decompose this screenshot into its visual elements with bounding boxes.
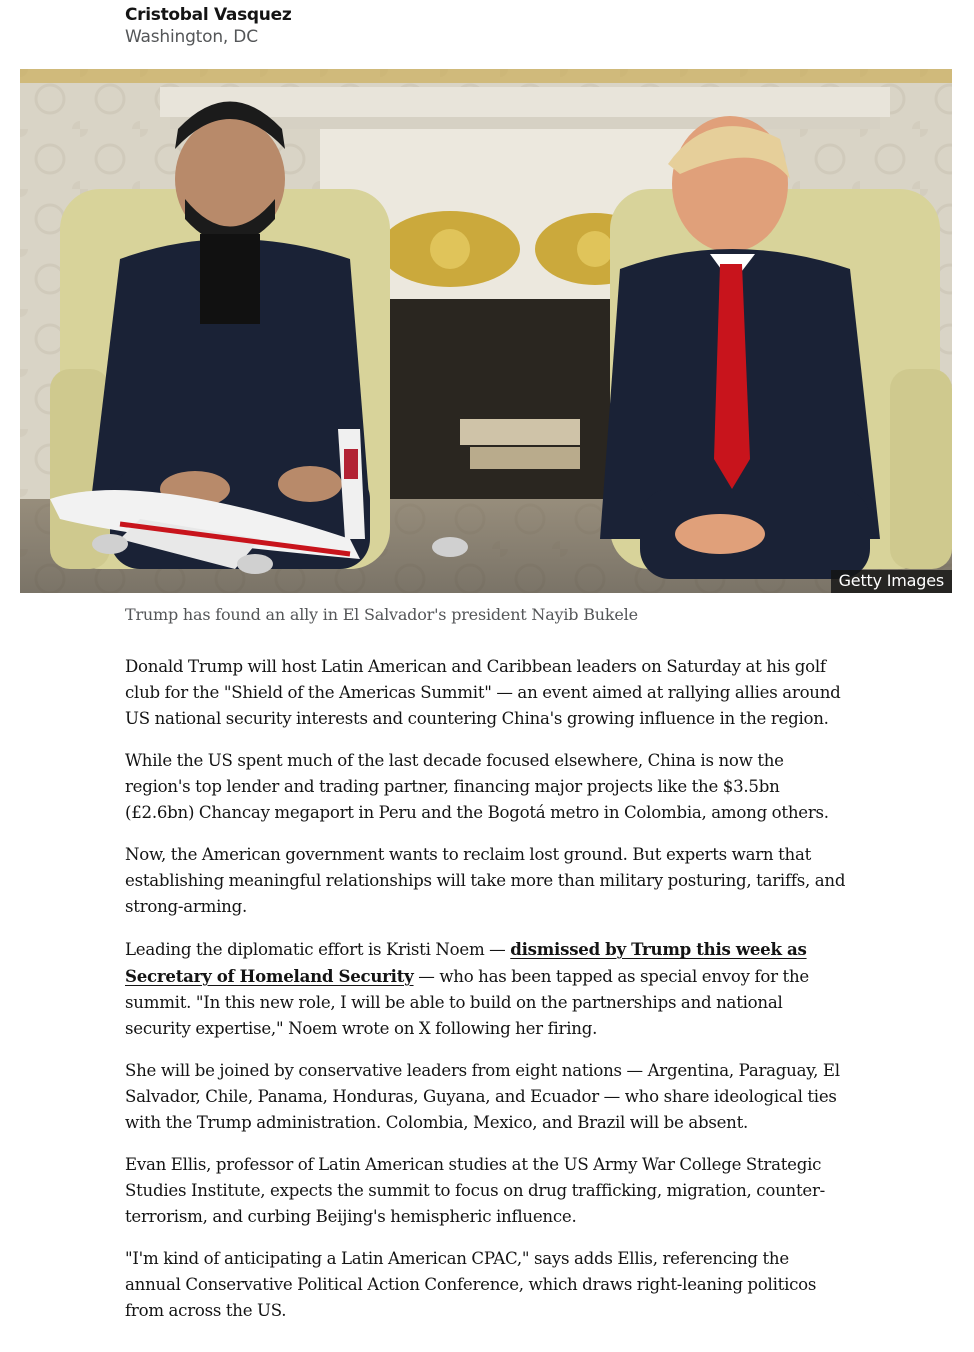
photo-illustration <box>20 69 952 593</box>
paragraph-1: Donald Trump will host Latin American and Caribbean leaders on Saturday at his golf club for the "Shield of the Americas Summit" — an event aimed at rallying allies around US national security interests and countering China's growing influence in the region. <box>125 657 841 728</box>
paragraph-4-lead: Leading the diplomatic effort is Kristi Noem — <box>125 940 511 959</box>
author-location: Washington, DC <box>125 27 258 47</box>
paragraph-5: She will be joined by conservative leaders from eight nations — Argentina, Paraguay, El Salvador, Chile, Panama, Honduras, Guyana, and Ecuador — who share ideological ties with the Trump administration. Colombia, Mexico, and Brazil will be absent. <box>125 1061 840 1132</box>
image-credit: Getty Images <box>831 570 952 593</box>
image-caption: Trump has found an ally in El Salvador's president Nayib Bukele <box>125 605 638 624</box>
paragraph-7: "I'm kind of anticipating a Latin American CPAC," says adds Ellis, referencing the annual Conservative Political Action Conference, which draws right-leaning politicos from across the US. <box>125 1249 817 1320</box>
paragraph-3: Now, the American government wants to reclaim lost ground. But experts warn that establishing meaningful relationships will take more than military posturing, tariffs, and strong-arming. <box>125 845 846 916</box>
paragraph-6: Evan Ellis, professor of Latin American studies at the US Army War College Strategic Studies Institute, expects the summit to focus on drug trafficking, migration, counter-terrorism, and curbing Beijing's hemispheric influence. <box>125 1155 825 1226</box>
lead-image <box>20 69 952 593</box>
byline <box>125 4 291 48</box>
paragraph-2: While the US spent much of the last decade focused elsewhere, China is now the region's top lender and trading partner, financing major projects like the $3.5bn (£2.6bn) Chancay megaport in Peru and the Bogotá metro in Colombia, among others. <box>125 751 829 822</box>
author-name[interactable]: Cristobal Vasquez <box>125 5 292 25</box>
paragraph-4 <box>125 936 847 1042</box>
paragraph-4-rest: — who has been tapped as special envoy for the summit. "In this new role, I will be able to build on the partnerships and national security expertise," Noem wrote on X following her firing. <box>125 967 809 1038</box>
article-body <box>125 654 847 1340</box>
noem-dismissal-link[interactable]: dismissed by Trump this week as Secretary of Homeland Security <box>125 939 807 986</box>
